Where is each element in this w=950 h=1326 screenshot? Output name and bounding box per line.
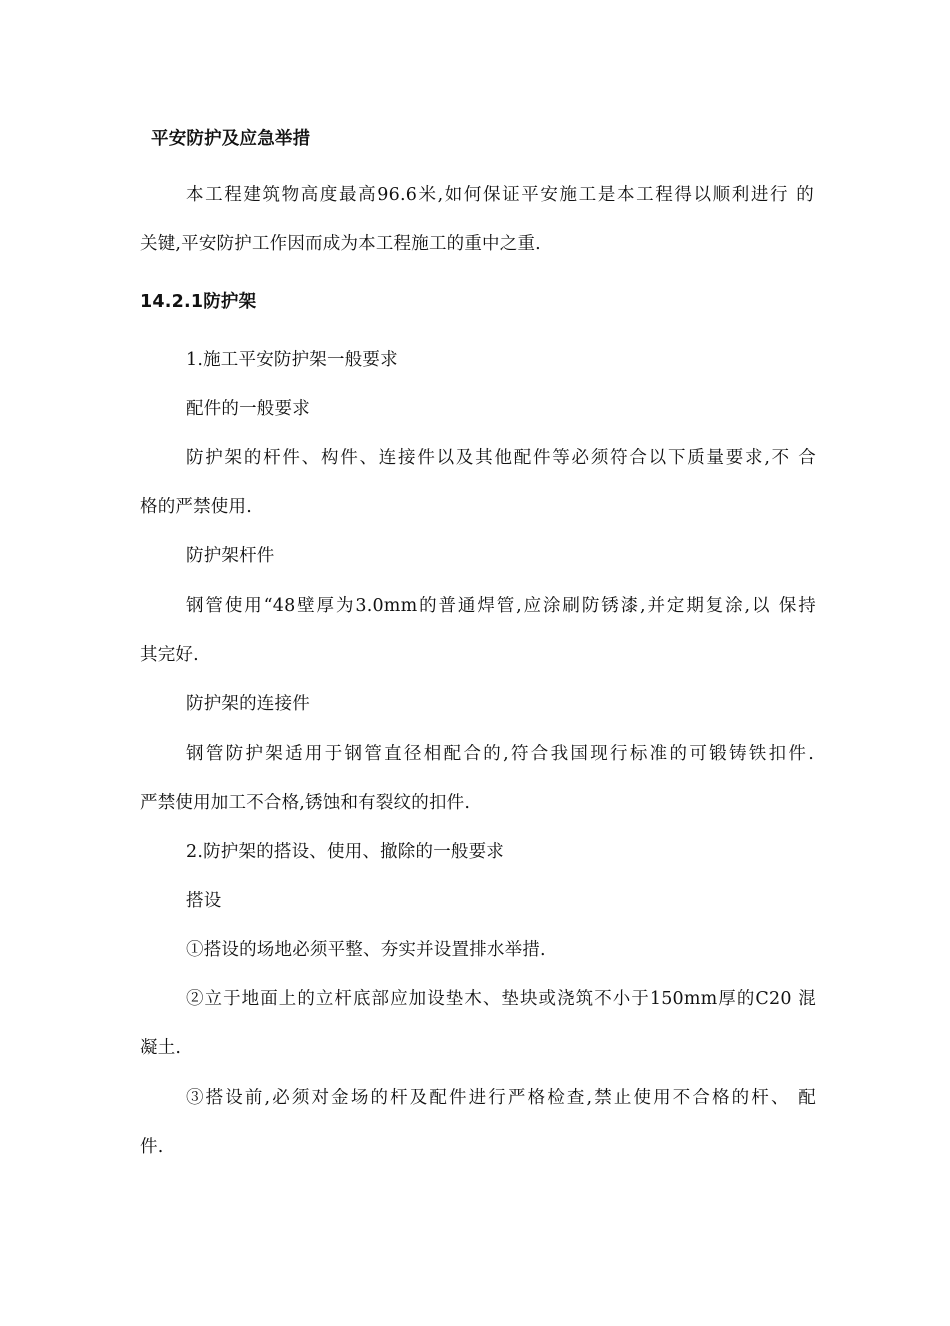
erect-item-2-line-1: ②立于地面上的立杆底部应加设垫木、垫块或浇筑不小于150mm厚的C20 混 — [186, 989, 816, 1009]
intro-paragraph-line-1: 本工程建筑物高度最高96.6米,如何保证平安施工是本工程得以顺利进行 的 — [186, 185, 814, 205]
connector-heading: 防护架的连接件 — [186, 694, 310, 714]
parts-paragraph-line-2: 格的严禁使用. — [140, 497, 252, 517]
rod-paragraph-line-1: 钢管使用“48壁厚为3.0mm的普通焊管,应涂刷防锈漆,并定期复涂,以 保持 — [186, 596, 816, 616]
erect-item-3-line-1: ③搭设前,必须对金场的杆及配件进行严格检查,禁止使用不合格的杆、 配 — [186, 1088, 816, 1108]
section-title: 平安防护及应急举措 — [151, 129, 311, 149]
erect-item-3-line-2: 件. — [140, 1137, 164, 1157]
erect-item-1: ①搭设的场地必须平整、夯实并设置排水举措. — [186, 940, 546, 960]
rod-paragraph-line-2: 其完好. — [140, 645, 199, 665]
parts-heading: 配件的一般要求 — [186, 399, 310, 419]
erect-item-2-line-2: 凝土. — [140, 1038, 182, 1058]
rod-heading: 防护架杆件 — [186, 546, 275, 566]
parts-paragraph-line-1: 防护架的杆件、构件、连接件以及其他配件等必须符合以下质量要求,不 合 — [186, 448, 816, 468]
erect-heading: 搭设 — [186, 891, 222, 911]
intro-paragraph-line-2: 关键,平安防护工作因而成为本工程施工的重中之重. — [140, 234, 541, 254]
subsection-heading: 14.2.1防护架 — [140, 292, 257, 312]
connector-paragraph-line-1: 钢管防护架适用于钢管直径相配合的,符合我国现行标准的可锻铸铁扣件. — [186, 744, 814, 764]
item1-heading: 1.施工平安防护架一般要求 — [186, 350, 398, 370]
item2-heading: 2.防护架的搭设、使用、撤除的一般要求 — [186, 842, 504, 862]
connector-paragraph-line-2: 严禁使用加工不合格,锈蚀和有裂纹的扣件. — [140, 793, 471, 813]
